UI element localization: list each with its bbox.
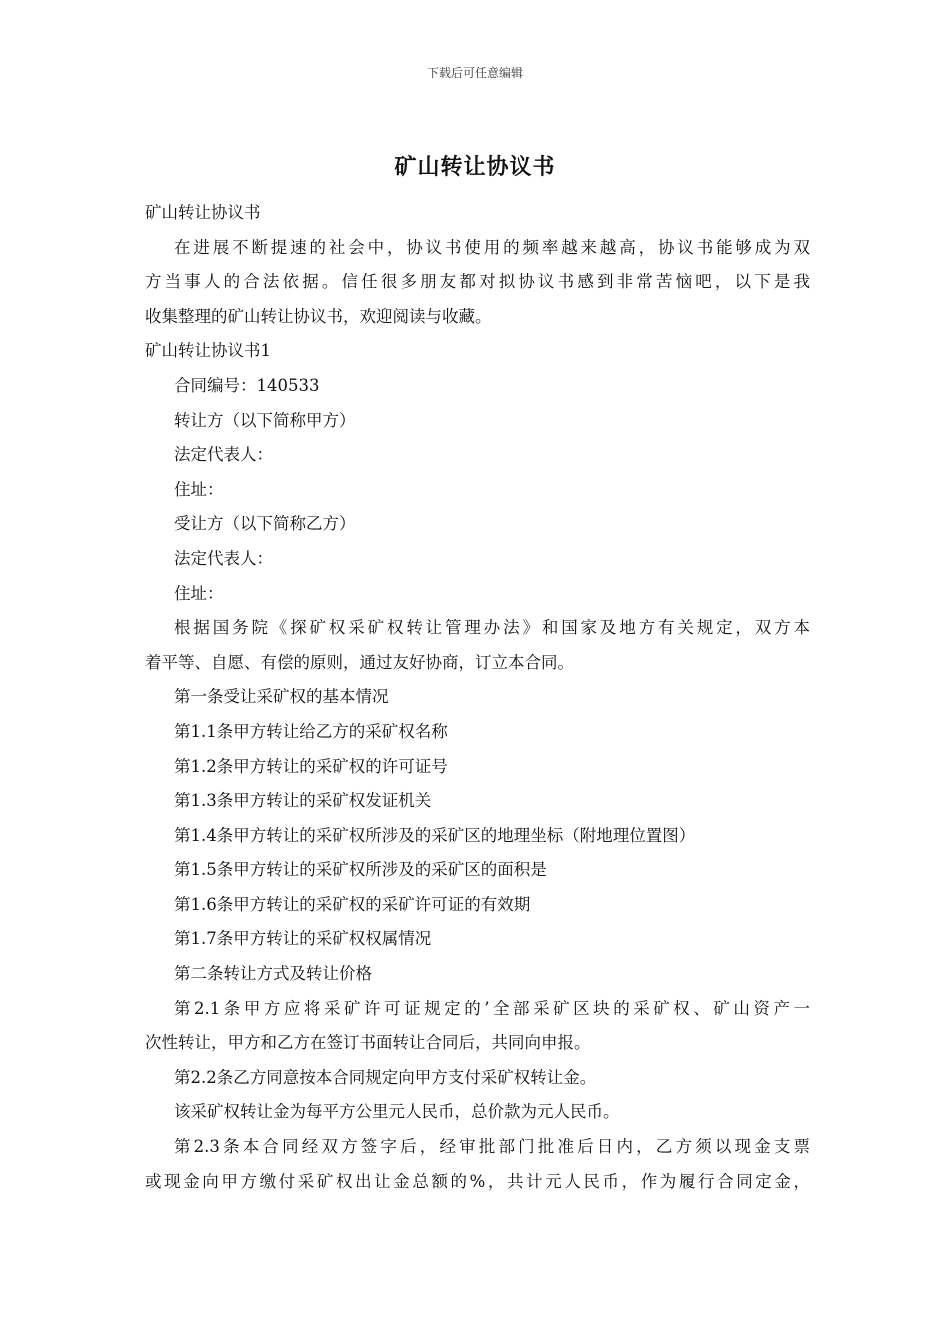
body-line: 第1.6条甲方转让的采矿权的采矿许可证的有效期 [174, 894, 531, 914]
body-line: 第1.1条甲方转让给乙方的采矿权名称 [174, 721, 448, 741]
body-line: 该采矿权转让金为每平方公里元人民币，总价款为元人民币。 [174, 1102, 620, 1122]
body-line: 转让方（以下简称甲方） [174, 410, 356, 430]
body-line: 合同编号：140533 [174, 375, 320, 395]
body-line: 方当事人的合法依据。信任很多朋友都对拟协议书感到非常苦恼吧，以下是我 [145, 272, 810, 292]
body-line: 收集整理的矿山转让协议书，欢迎阅读与收藏。 [145, 306, 492, 326]
body-line: 第2.2条乙方同意按本合同规定向甲方支付采矿权转让金。 [174, 1067, 597, 1087]
body-line: 第1.4条甲方转让的采矿权所涉及的采矿区的地理坐标（附地理位置图） [174, 825, 696, 845]
body-line: 法定代表人： [174, 548, 273, 568]
body-line: 第一条受让采矿权的基本情况 [174, 687, 389, 707]
body-line: 第2.3条本合同经双方签字后，经审批部门批准后日内，乙方须以现金支票 [174, 1137, 810, 1157]
body-line: 受让方（以下简称乙方） [174, 514, 356, 534]
body-line: 法定代表人： [174, 445, 273, 465]
body-line: 住址： [174, 583, 224, 603]
body-line: 着平等、自愿、有偿的原则，通过友好协商，订立本合同。 [145, 652, 574, 672]
body-line: 第1.5条甲方转让的采矿权所涉及的采矿区的面积是 [174, 860, 547, 880]
body-line: 住址： [174, 479, 224, 499]
body-line: 或现金向甲方缴付采矿权出让金总额的%，共计元人民币，作为履行合同定金， [145, 1171, 810, 1191]
body-line: 第1.7条甲方转让的采矿权权属情况 [174, 929, 432, 949]
body-line: 次性转让，甲方和乙方在签订书面转让合同后，共同向申报。 [145, 1033, 591, 1053]
body-line: 根据国务院《探矿权采矿权转让管理办法》和国家及地方有关规定，双方本 [174, 618, 810, 638]
document-title: 矿山转让协议书 [394, 154, 556, 180]
document-body [145, 196, 810, 1199]
body-line: 第1.3条甲方转让的采矿权发证机关 [174, 791, 432, 811]
body-line: 矿山转让协议书 [145, 203, 261, 222]
body-line: 在进展不断提速的社会中，协议书使用的频率越来越高，协议书能够成为双 [174, 237, 810, 257]
body-line: 第2.1条甲方应将采矿许可证规定的’全部采矿区块的采矿权、矿山资产一 [174, 998, 810, 1018]
page-header-note: 下载后可任意编辑 [426, 66, 523, 80]
body-line: 第1.2条甲方转让的采矿权的许可证号 [174, 756, 448, 776]
body-line: 矿山转让协议书1 [145, 341, 271, 361]
body-line: 第二条转让方式及转让价格 [174, 964, 372, 984]
